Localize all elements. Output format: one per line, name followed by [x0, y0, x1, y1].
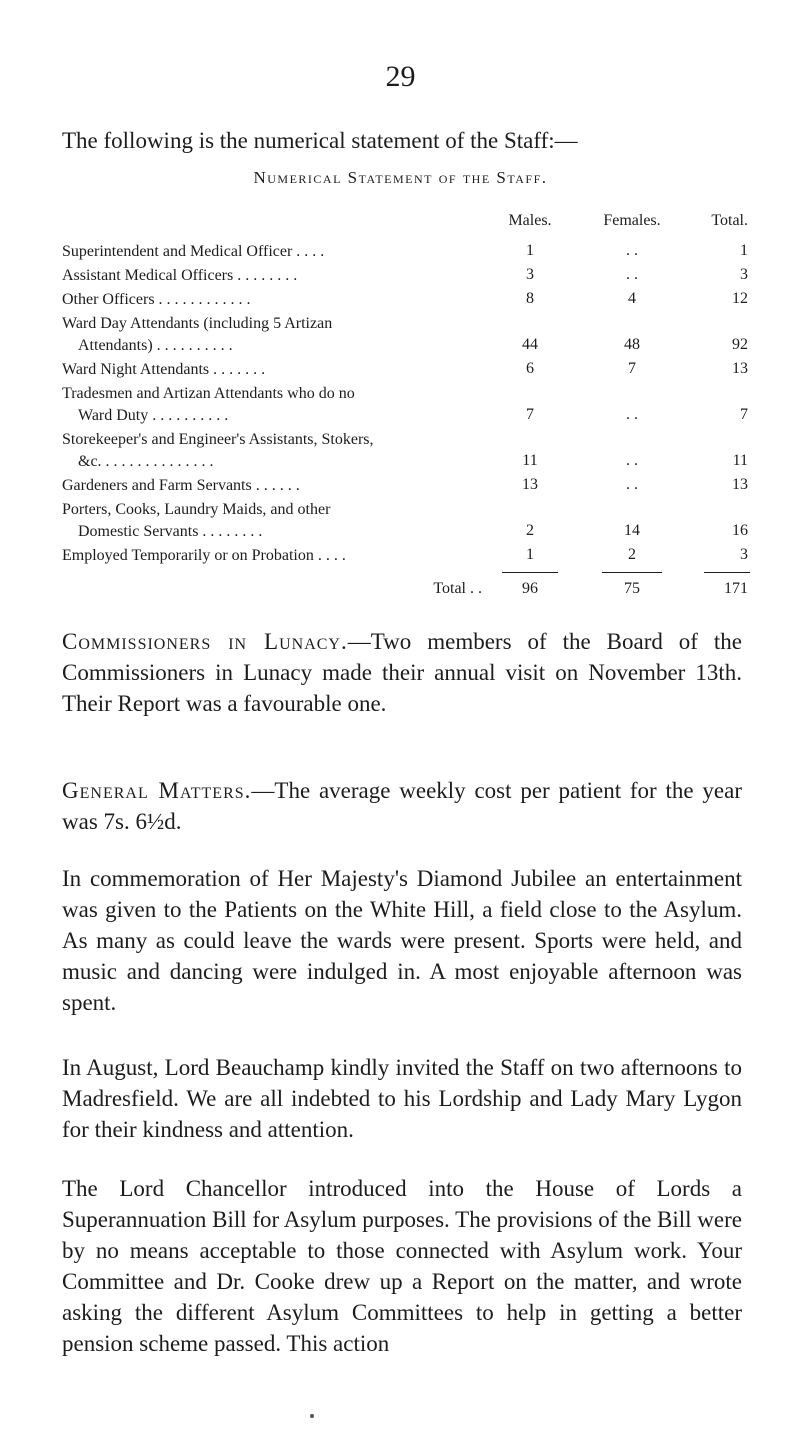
cell-males: 7 [526, 406, 534, 423]
intro-line: The following is the numerical statement of the Staff:— [62, 128, 578, 153]
cell-total: 13 [732, 360, 748, 377]
table-row [62, 544, 748, 568]
paragraph-commissioners [62, 626, 742, 719]
row-label-line1: Tradesmen and Artizan Attendants who do no [62, 385, 355, 402]
paragraph-jubilee: In commemoration of Her Majesty's Diamond Jubilee an entertainment was given to the Patients on the White Hill, a field close to the Asylum. As many as could leave the wards were present. Sports were held, and music and dancing were indulged in. A most enjoyable afternoon was spent. [62, 866, 742, 1015]
row-label [62, 475, 474, 497]
row-label-line2: Domestic Servants . . . . . . . . [78, 523, 263, 540]
paragraph-general-matters [62, 775, 742, 837]
cell-females: 4 [628, 290, 636, 307]
paragraph-august: In August, Lord Beauchamp kindly invited the Staff on two afternoons to Madresfield. We are all indebted to his Lordship and Lady Mary Lygon for their kindness and attention. [62, 1055, 742, 1142]
header-females: Females. [603, 212, 661, 229]
row-label-line1: Assistant Medical Officers . . . . . . . . [62, 267, 298, 284]
rule-females [602, 572, 662, 573]
table-row [62, 382, 748, 428]
table-header-row [62, 212, 748, 240]
table-title: Numerical Statement of the Staff. [253, 168, 548, 187]
table-row [62, 358, 748, 382]
cell-females: . . [626, 266, 638, 283]
row-label [62, 429, 474, 473]
table-row [62, 312, 748, 358]
table-row [62, 240, 748, 264]
cell-females: . . [626, 452, 638, 469]
row-label [62, 359, 474, 381]
table-row [62, 428, 748, 474]
total-label: Total . . [433, 580, 482, 597]
cell-males: 44 [522, 336, 538, 353]
row-label-line2: Ward Duty . . . . . . . . . . [78, 407, 229, 424]
rule-total [704, 572, 750, 573]
row-label [62, 289, 474, 311]
total-row [62, 572, 748, 606]
header-total: Total. [711, 212, 748, 229]
row-label-line1: Other Officers . . . . . . . . . . . . [62, 291, 251, 308]
row-label [62, 383, 474, 427]
cell-total: 3 [740, 266, 748, 283]
cell-females: 7 [628, 360, 636, 377]
cell-females: 48 [624, 336, 640, 353]
table-row [62, 288, 748, 312]
cell-total: 12 [732, 290, 748, 307]
row-label-line1: Ward Day Attendants (including 5 Artizan [62, 315, 333, 332]
row-label [62, 499, 474, 543]
cell-females: . . [626, 476, 638, 493]
row-label-line1: Gardeners and Farm Servants . . . . . . [62, 477, 300, 494]
table-row [62, 498, 748, 544]
row-label [62, 545, 474, 567]
total-females: 75 [624, 580, 640, 597]
cell-males: 13 [522, 476, 538, 493]
cell-males: 1 [526, 242, 534, 259]
rule-males [502, 572, 558, 573]
cell-females: . . [626, 406, 638, 423]
cell-males: 1 [526, 546, 534, 563]
cell-males: 11 [522, 452, 538, 469]
row-label-line1: Ward Night Attendants . . . . . . . [62, 361, 266, 378]
heading-commissioners: Commissioners in Lunacy. [62, 629, 348, 654]
row-label-line1: Employed Temporarily or on Probation . . . . [62, 547, 346, 564]
paragraph-chancellor: The Lord Chancellor introduced into the House of Lords a Superannuation Bill for Asylum purposes. The provisions of the Bill were by no means acceptable to those connected with Asylum work. Your Committee and Dr. Cooke drew up a Report on the matter, and wrote asking the different Asylum Committees to help in getting a better pension scheme passed. This action [62, 1176, 742, 1356]
header-males: Males. [508, 212, 552, 229]
row-label-line1: Porters, Cooks, Laundry Maids, and other [62, 501, 331, 518]
cell-males: 3 [526, 266, 534, 283]
row-label-line1: Storekeeper's and Engineer's Assistants, Stokers, [62, 431, 374, 448]
cell-males: 8 [526, 290, 534, 307]
row-label-line2: &c. . . . . . . . . . . . . . . [78, 453, 214, 470]
total-males: 96 [522, 580, 538, 597]
row-label [62, 265, 474, 287]
row-label [62, 241, 474, 263]
cell-total: 92 [732, 336, 748, 353]
cell-total: 11 [732, 452, 748, 469]
cell-total: 1 [740, 242, 748, 259]
speck-mark [310, 1414, 314, 1418]
heading-general-matters: General Matters. [62, 778, 252, 803]
table-body [62, 240, 748, 568]
cell-females: 14 [624, 522, 640, 539]
page-number: 29 [385, 60, 416, 93]
text-general-matters: —The average weekly cost per patient for the year was 7s. 6½d. [62, 778, 742, 834]
row-label-line2: Attendants) . . . . . . . . . . [78, 337, 233, 354]
row-label [62, 313, 474, 357]
cell-total: 16 [732, 522, 748, 539]
row-label-line1: Superintendent and Medical Officer . . . . [62, 243, 325, 260]
table-row [62, 474, 748, 498]
cell-females: . . [626, 242, 638, 259]
cell-males: 6 [526, 360, 534, 377]
text-commissioners: —Two members of the Board of the Commissioners in Lunacy made their annual visit on November 13th. Their Report was a favourable one. [62, 629, 743, 716]
cell-males: 2 [526, 522, 534, 539]
cell-females: 2 [628, 546, 636, 563]
staff-table [62, 212, 748, 606]
cell-total: 3 [740, 546, 748, 563]
cell-total: 13 [732, 476, 748, 493]
total-total: 171 [724, 580, 748, 597]
cell-total: 7 [740, 406, 748, 423]
table-row [62, 264, 748, 288]
